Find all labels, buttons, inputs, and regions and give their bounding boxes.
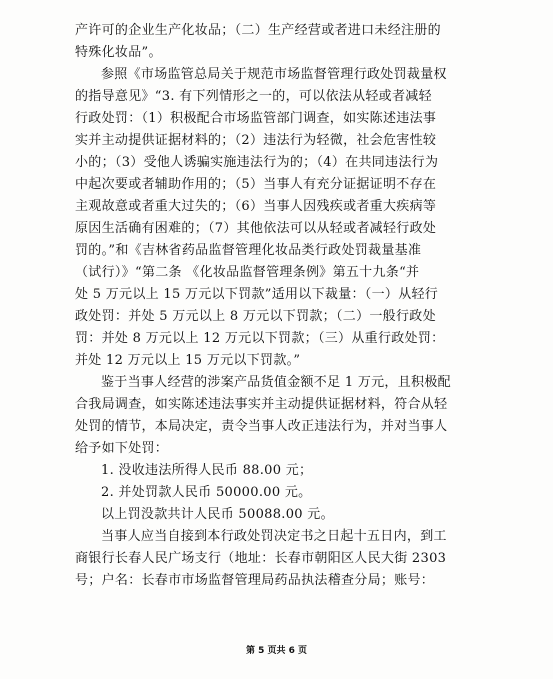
document-body [75,20,487,592]
text-line: 处罚的情节，本局决定，责令当事人改正违法行为，并对当事人 [75,419,448,434]
penalty-item: 2. 并处罚款人民币 50000.00 元。 [101,485,312,500]
penalty-item: 1. 没收违法所得人民币 88.00 元； [101,463,313,478]
text-line: 罚的。”和《吉林省药品监督管理化妆品类行政处罚裁量基准 [75,243,422,258]
paragraph-start-line: 鉴于当事人经营的涉案产品货值金额不足 1 万元，且积极配 [101,375,451,390]
text-line: 号；户名：长春市市场监督管理局药品执法稽查分局；账号： [75,573,435,588]
page-number: 第 5 页共 6 页 [245,646,308,656]
text-line: （试行）》“第二条 《化妆品监督管理条例》第五十九条“并 [75,265,420,280]
text-line: 小的；（3）受他人诱骗实施违法行为的；（4）在共同违法行为 [75,155,439,170]
text-line: 产许可的企业生产化妆品；（二）生产经营或者进口未经注册的 [75,23,441,38]
text-line: 特殊化妆品”。 [75,45,162,60]
text-line: 给予如下处罚： [75,441,169,456]
text-line: 并处 12 万元以上 15 万元以下罚款。” [75,353,301,368]
text-line: 罚：并处 8 万元以上 12 万元以下罚款；（三）从重行政处罚： [75,331,445,346]
paragraph-start-line: 当事人应当自接到本行政处罚决定书之日起十五日内，到工 [101,529,447,544]
penalty-total: 以上罚没款共计人民币 50088.00 元。 [101,507,334,522]
text-line: 的指导意见》“3. 有下列情形之一的，可以依法从轻或者减轻 [75,89,432,104]
text-line: 合我局调查，如实陈述违法事实并主动提供证据材料，符合从轻 [75,397,448,412]
text-line: 中起次要或者辅助作用的；（5）当事人有充分证据证明不存在 [75,177,437,192]
text-line: 行政处罚：（1）积极配合市场监管部门调查，如实陈述违法事 [75,111,437,126]
text-line: 商银行长春人民广场支行（地址：长春市朝阳区人民大街 2303 [75,551,447,566]
paragraph-start-line: 参照《市场监管总局关于规范市场监督管理行政处罚裁量权 [101,67,447,82]
text-line: 政处罚：并处 5 万元以上 8 万元以下罚款；（二）一般行政处 [75,309,436,324]
text-line: 实并主动提供证据材料的；（2）违法行为轻微，社会危害性较 [75,133,437,148]
text-line: 原因生活确有困难的；（7）其他依法可以从轻或者减轻行政处 [75,221,437,236]
text-line: 主观故意或者重大过失的；（6）当事人因残疾或者重大疾病等 [75,199,437,214]
text-line: 处 5 万元以上 15 万元以下罚款”适用以下裁量：（一）从轻行 [75,287,439,302]
